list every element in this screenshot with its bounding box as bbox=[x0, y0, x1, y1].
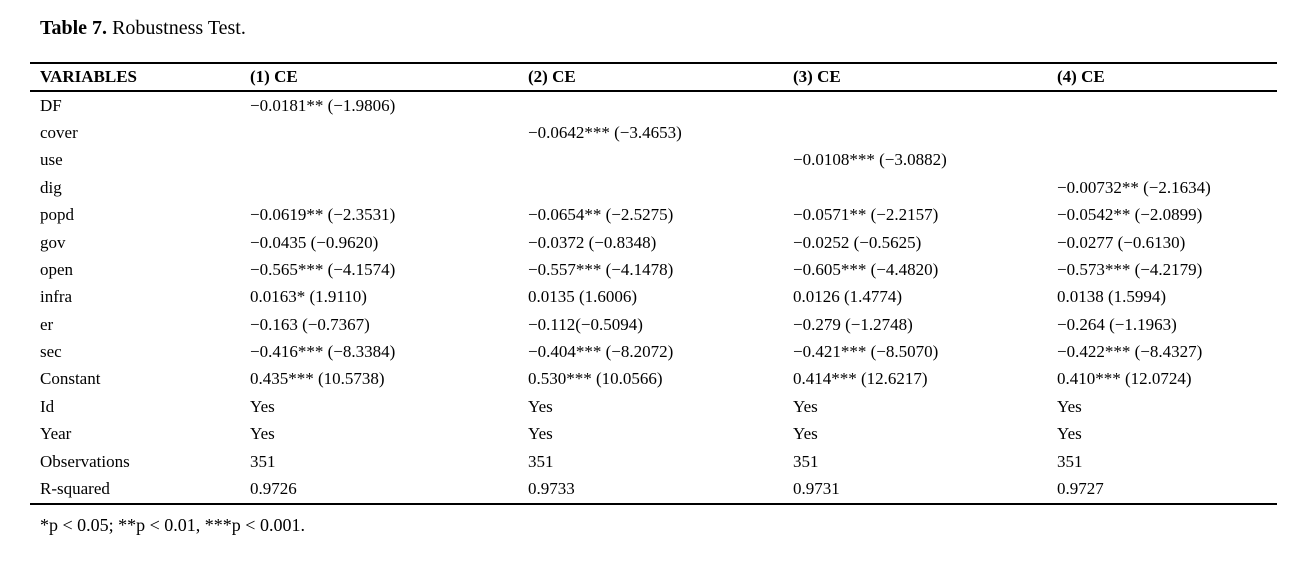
variable-label: Id bbox=[40, 396, 55, 416]
coefficient-cell-model-2: Yes bbox=[528, 424, 553, 444]
variable-label: dig bbox=[40, 177, 62, 197]
coefficient-cell-model-4: −0.573*** (−4.2179) bbox=[1057, 259, 1203, 279]
variable-label: R-squared bbox=[40, 478, 110, 498]
variable-label: infra bbox=[40, 287, 73, 307]
table-row bbox=[30, 475, 1277, 503]
coefficient-cell-model-2: 0.0135 (1.6006) bbox=[528, 287, 638, 307]
coefficient-cell-model-4: 0.9727 bbox=[1057, 478, 1104, 498]
table-row bbox=[30, 338, 1277, 365]
coefficient-cell-model-1: −0.0435 (−0.9620) bbox=[250, 232, 379, 252]
coefficient-cell-model-4 bbox=[1047, 147, 1277, 174]
table-number: Table 7. bbox=[40, 17, 108, 39]
coefficient-cell-model-2: −0.112(−0.5094) bbox=[528, 314, 643, 334]
coefficient-cell-model-3 bbox=[783, 91, 1047, 119]
significance-footnote: *p < 0.05; **p < 0.01, ***p < 0.001. bbox=[40, 514, 305, 535]
coefficient-cell-model-3: Yes bbox=[793, 396, 818, 416]
coefficient-cell-model-2: −0.0654** (−2.5275) bbox=[528, 205, 674, 225]
coefficient-cell-model-1: Yes bbox=[250, 424, 275, 444]
coefficient-cell-model-3 bbox=[783, 174, 1047, 201]
table-row bbox=[30, 366, 1277, 393]
document-page bbox=[0, 16, 1305, 536]
coefficient-cell-model-2: −0.557*** (−4.1478) bbox=[528, 259, 674, 279]
column-header-variables: VARIABLES bbox=[30, 63, 240, 91]
coefficient-cell-model-1: −0.163 (−0.7367) bbox=[250, 314, 370, 334]
coefficient-cell-model-3: −0.0252 (−0.5625) bbox=[793, 232, 922, 252]
coefficient-cell-model-4: Yes bbox=[1057, 396, 1082, 416]
coefficient-cell-model-1: −0.0619** (−2.3531) bbox=[250, 205, 396, 225]
table-body bbox=[30, 91, 1277, 504]
coefficient-cell-model-1: 0.9726 bbox=[250, 478, 297, 498]
coefficient-cell-model-4: −0.264 (−1.1963) bbox=[1057, 314, 1177, 334]
column-header-model-2: (2) CE bbox=[518, 63, 783, 91]
table-caption: Robustness Test. bbox=[107, 17, 246, 39]
coefficient-cell-model-1: −0.0181** (−1.9806) bbox=[250, 95, 396, 115]
table-row bbox=[30, 147, 1277, 174]
coefficient-cell-model-1 bbox=[240, 147, 518, 174]
variable-label: gov bbox=[40, 232, 66, 252]
coefficient-cell-model-2 bbox=[518, 174, 783, 201]
table-row bbox=[30, 229, 1277, 256]
coefficient-cell-model-2: 0.530*** (10.0566) bbox=[528, 369, 663, 389]
coefficient-cell-model-2: −0.0372 (−0.8348) bbox=[528, 232, 657, 252]
coefficient-cell-model-3: 351 bbox=[793, 451, 819, 471]
variable-label: DF bbox=[40, 95, 62, 115]
coefficient-cell-model-1: 0.0163* (1.9110) bbox=[250, 287, 367, 307]
table-row bbox=[30, 174, 1277, 201]
table-row bbox=[30, 311, 1277, 338]
coefficient-cell-model-4: 351 bbox=[1057, 451, 1083, 471]
table-row bbox=[30, 202, 1277, 229]
coefficient-cell-model-3: −0.0571** (−2.2157) bbox=[793, 205, 939, 225]
table-row bbox=[30, 91, 1277, 119]
table-row bbox=[30, 284, 1277, 311]
coefficient-cell-model-2: −0.0642*** (−3.4653) bbox=[528, 123, 682, 143]
coefficient-cell-model-1 bbox=[240, 119, 518, 146]
table-row bbox=[30, 448, 1277, 475]
variable-label: er bbox=[40, 314, 54, 334]
robustness-test-table bbox=[30, 62, 1277, 505]
coefficient-cell-model-3: −0.0108*** (−3.0882) bbox=[793, 150, 947, 170]
coefficient-cell-model-4: −0.0277 (−0.6130) bbox=[1057, 232, 1186, 252]
column-header-model-3: (3) CE bbox=[783, 63, 1047, 91]
coefficient-cell-model-4: 0.0138 (1.5994) bbox=[1057, 287, 1167, 307]
coefficient-cell-model-4: −0.00732** (−2.1634) bbox=[1057, 177, 1211, 197]
coefficient-cell-model-1 bbox=[240, 174, 518, 201]
variable-label: Constant bbox=[40, 369, 101, 389]
coefficient-cell-model-4 bbox=[1047, 91, 1277, 119]
table-title bbox=[40, 16, 1305, 41]
coefficient-cell-model-3: −0.279 (−1.2748) bbox=[793, 314, 913, 334]
coefficient-cell-model-3 bbox=[783, 119, 1047, 146]
variable-label: Observations bbox=[40, 451, 130, 471]
coefficient-cell-model-3: Yes bbox=[793, 424, 818, 444]
coefficient-cell-model-4: 0.410*** (12.0724) bbox=[1057, 369, 1192, 389]
coefficient-cell-model-1: −0.416*** (−8.3384) bbox=[250, 342, 396, 362]
table-row bbox=[30, 256, 1277, 283]
coefficient-cell-model-2: −0.404*** (−8.2072) bbox=[528, 342, 674, 362]
variable-label: open bbox=[40, 259, 74, 279]
coefficient-cell-model-4 bbox=[1047, 119, 1277, 146]
table-row bbox=[30, 421, 1277, 448]
coefficient-cell-model-2: 0.9733 bbox=[528, 478, 575, 498]
coefficient-cell-model-3: 0.0126 (1.4774) bbox=[793, 287, 903, 307]
coefficient-cell-model-1: 0.435*** (10.5738) bbox=[250, 369, 385, 389]
coefficient-cell-model-3: −0.421*** (−8.5070) bbox=[793, 342, 939, 362]
coefficient-cell-model-1: 351 bbox=[250, 451, 276, 471]
coefficient-cell-model-2: 351 bbox=[528, 451, 554, 471]
coefficient-cell-model-4: Yes bbox=[1057, 424, 1082, 444]
column-header-model-4: (4) CE bbox=[1047, 63, 1277, 91]
variable-label: popd bbox=[40, 205, 74, 225]
coefficient-cell-model-3: 0.414*** (12.6217) bbox=[793, 369, 928, 389]
variable-label: cover bbox=[40, 123, 78, 143]
coefficient-cell-model-3: −0.605*** (−4.4820) bbox=[793, 259, 939, 279]
coefficient-cell-model-2: Yes bbox=[528, 396, 553, 416]
coefficient-cell-model-4: −0.422*** (−8.4327) bbox=[1057, 342, 1203, 362]
variable-label: use bbox=[40, 150, 63, 170]
table-row bbox=[30, 393, 1277, 420]
variable-label: sec bbox=[40, 342, 62, 362]
table-header bbox=[30, 63, 1277, 91]
header-row bbox=[30, 63, 1277, 91]
coefficient-cell-model-2 bbox=[518, 147, 783, 174]
column-header-model-1: (1) CE bbox=[240, 63, 518, 91]
coefficient-cell-model-3: 0.9731 bbox=[793, 478, 840, 498]
coefficient-cell-model-4: −0.0542** (−2.0899) bbox=[1057, 205, 1203, 225]
coefficient-cell-model-1: −0.565*** (−4.1574) bbox=[250, 259, 396, 279]
variable-label: Year bbox=[40, 424, 72, 444]
table-row bbox=[30, 119, 1277, 146]
coefficient-cell-model-2 bbox=[518, 91, 783, 119]
coefficient-cell-model-1: Yes bbox=[250, 396, 275, 416]
